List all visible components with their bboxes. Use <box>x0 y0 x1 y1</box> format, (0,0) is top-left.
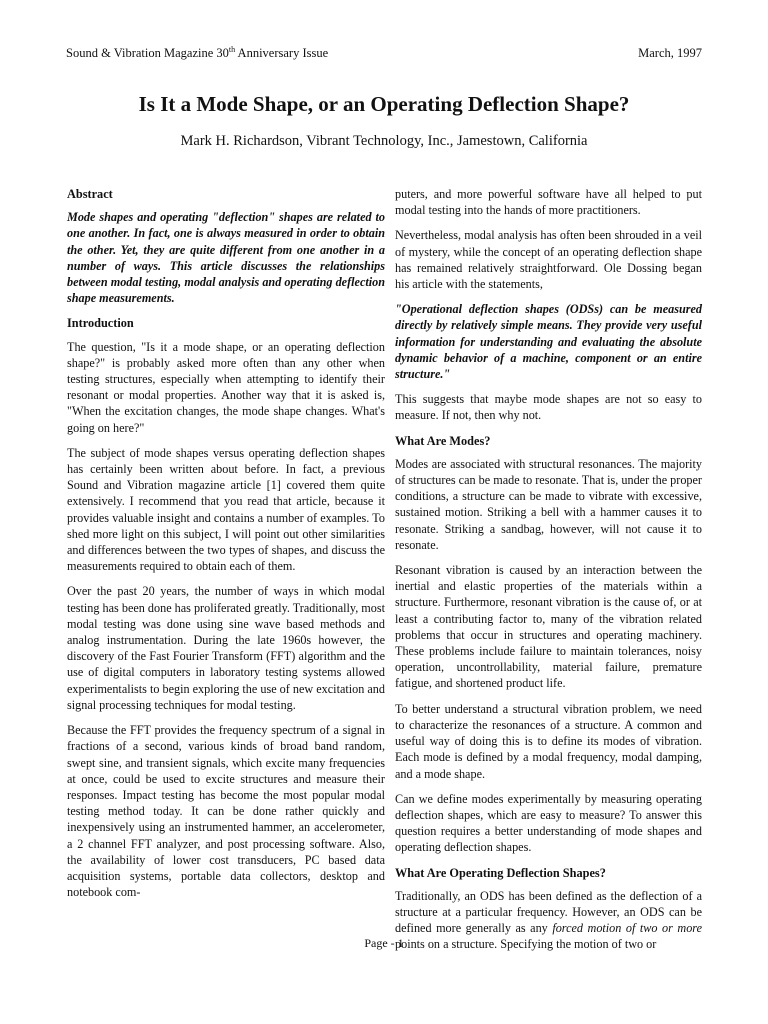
right-column <box>395 186 702 962</box>
paragraph: Can we define modes experimentally by measuring operating deflection shapes, which are easy to measure? To answer this question requires a better understanding of mode shapes and operating deflection shapes. <box>395 791 702 855</box>
paragraph: The question, "Is it a mode shape, or an operating deflection shape?" is probably asked more often than any other when testing structures, especially when attempting to identify their resonant or modal properties. Another way that it is asked is, "When the excitation changes, the mode shape changes. What's going on here?" <box>67 339 385 435</box>
paragraph: The subject of mode shapes versus operating deflection shapes has certainly been written about before. In fact, a previous Sound and Vibration magazine article [1] covered them quite extensively. I recommend that you read that article, because it provides valuable insight and contains a number of examples. To shed more light on this subject, I will point out other similarities and differences between the two types of shapes, and discuss the measurements required to obtain each of them. <box>67 445 385 574</box>
page-number: Page - 1 <box>364 936 404 950</box>
ordinal-superscript: th <box>228 44 236 54</box>
abstract-heading: Abstract <box>67 187 113 201</box>
paragraph-text: Traditionally, an ODS has been defined as the deflection of a structure at a particular frequency. However, an ODS can be defined more generally as any <box>395 888 702 936</box>
paragraph: Nevertheless, modal analysis has often been shrouded in a veil of mystery, while the concept of an operating deflection shape has remained relatively straightforward. Ole Dossing began his article with the statements, <box>395 228 702 292</box>
paragraph: Resonant vibration is caused by an interaction between the inertial and elastic properties of the materials within a structure. Furthermore, resonant vibration is the cause of, or at least a contributing factor to, many of the vibration related problems that occur in structures and operating machinery. These problems include failure to maintain tolerances, noisy operation, uncontrollability, material failure, premature fatigue, and shortened product life. <box>395 563 702 691</box>
article-title: Is It a Mode Shape, or an Operating Deflection Shape? <box>138 92 630 116</box>
paragraph: This suggests that maybe mode shapes are not so easy to measure. If not, then why not. <box>395 392 702 423</box>
paragraph: puters, and more powerful software have all helped to put modal testing into the hands of more practitioners. <box>395 187 702 218</box>
publication-name <box>66 46 328 61</box>
paragraph-text: points on a structure. Specifying the motion of two or <box>395 937 657 952</box>
ods-heading: What Are Operating Deflection Shapes? <box>395 865 606 880</box>
paragraph: To better understand a structural vibration problem, we need to characterize the resonances of a structure. A common and useful way of doing this is to define its modes of vibration. Each mode is defined by a modal frequency, modal damping, and a mode shape. <box>395 701 702 781</box>
issue-date: March, 1997 <box>638 46 702 60</box>
author-line: Mark H. Richardson, Vibrant Technology, Inc., Jamestown, California <box>180 133 588 149</box>
introduction-heading: Introduction <box>67 316 134 331</box>
paragraph: Modes are associated with structural resonances. The majority of structures can be made to resonate. That is, under the proper conditions, a structure can be made to vibrate with excessive, sustained motion. Striking a bell with a hammer causes it to resonate. Striking a sandbag, however, will not cause it to resonate. <box>395 456 702 552</box>
block-quote: "Operational deflection shapes (ODSs) can be measured directly by relatively simple means. They provide very useful information for understanding and evaluating the absolute dynamic behavior of a machine, component or an entire structure." <box>395 302 702 382</box>
abstract-text: Mode shapes and operating "deflection" shapes are related to one another. In fact, one is always measured in order to obtain the other. Yet, they are quite different from one another in a number of ways. This article discusses the relationships between modal testing, modal analysis and operating deflection shape measurements. <box>67 210 385 306</box>
left-column <box>67 186 385 909</box>
paragraph: Over the past 20 years, the number of ways in which modal testing has been done has proliferated greatly. Traditionally, most modal testing was done using sine wave based methods and analog instrumentation. During the late 1960s however, the discovery of the Fast Fourier Transform (FFT) algorithm and the use of digital computers in laboratory testing systems allowed experimentalists to begin exploring the use of new excitation and signal processing techniques for modal testing. <box>67 584 385 712</box>
modes-heading: What Are Modes? <box>395 433 491 448</box>
emphasis-text: forced motion of two or more <box>552 921 702 936</box>
paragraph: Because the FFT provides the frequency spectrum of a signal in fractions of a second, various kinds of broad band random, swept sine, and transient signals, which excite many frequencies at once, could be used to excite structures and measure their responses. Impact testing has become the most popular modal testing method today. It can be done rather quickly and inexpensively using an instrumented hammer, an accelerometer, a 2 channel FFT analyzer, and post processing software. Also, the availability of lower cost transducers, PC based data acquisition systems, portable data collectors, desktop and notebook com- <box>67 723 385 900</box>
publication-name-text: Sound & Vibration Magazine 30 <box>66 46 229 60</box>
publication-name-suffix: Anniversary Issue <box>235 46 329 60</box>
